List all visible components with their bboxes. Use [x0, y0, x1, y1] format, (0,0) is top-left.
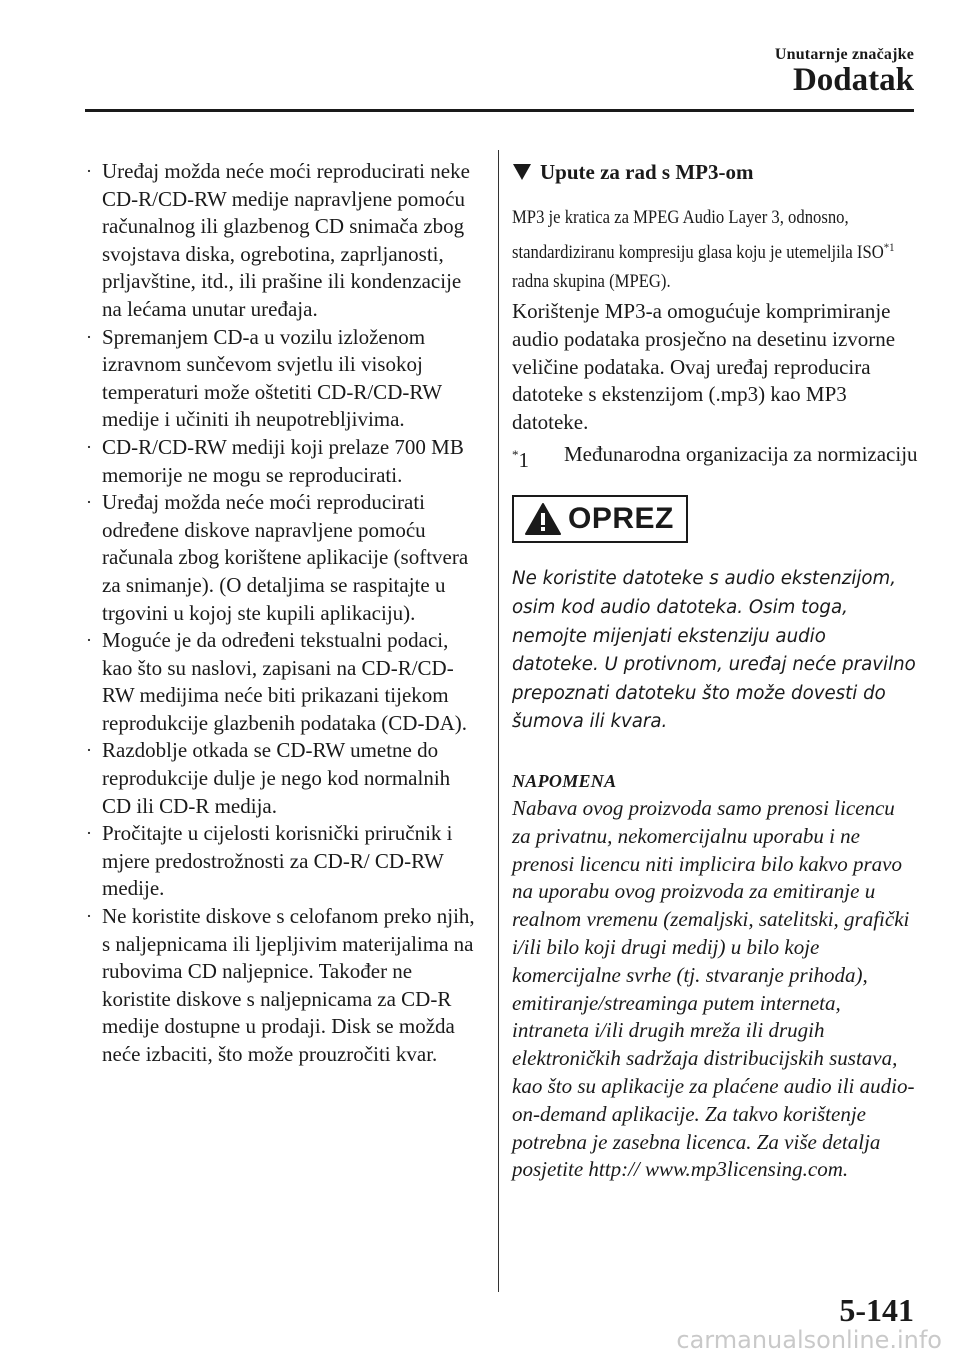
- bullet-mark: ·: [86, 161, 92, 181]
- bullet-mark: ·: [86, 436, 92, 457]
- bullet-text: Uređaj možda neće moći reproducirati određene diskove napravljene pomoću računala zbog korištene aplikacije (softvera za snimanje). (O detaljima se raspitajte u trgovini u kojoj ste kupili aplikaciju).: [102, 490, 469, 625]
- bullet-text: CD-R/CD-RW mediji koji prelaze 700 MB memorije ne mogu se reproducirati.: [102, 434, 464, 487]
- footnote-reference: *1: [883, 240, 895, 254]
- bullet-item: [85, 627, 480, 737]
- column-divider: [498, 150, 499, 1292]
- header-rule: [85, 109, 914, 112]
- bullet-mark: ·: [86, 630, 92, 651]
- bullet-item: [85, 820, 480, 903]
- left-column: [85, 158, 480, 1069]
- bullet-mark: ·: [86, 492, 92, 513]
- section-title: Upute za rad s MP3-om: [540, 160, 754, 184]
- bullet-mark: ·: [86, 906, 92, 927]
- bullet-text: Uređaj možda neće moći reproducirati neke CD-R/CD-RW medije napravljene pomoću računalnog ili glazbenog CD snimača zbog svojstava diska, ogrebotina, zaprljanosti, prljavštine, itd., ili prašine ili kondenzacije na lećama unutar uređaja.: [102, 159, 470, 321]
- triangle-down-icon: [512, 162, 532, 182]
- footnote-number: 1: [518, 447, 529, 472]
- mp3-intro-definition: [512, 204, 918, 297]
- header-title: Dodatak: [792, 62, 914, 98]
- bullet-item: [85, 903, 480, 1069]
- bullet-mark: ·: [86, 823, 92, 844]
- section-heading: [512, 158, 918, 186]
- footnote-text: Međunarodna organizacija za normizaciju: [564, 441, 918, 466]
- bullet-text: Ne koristite diskove s celofanom preko njih, s naljepnicama ili ljepljivim materijalima na rubovima CD naljepnice. Također ne koristite diskove s naljepnicama za CD-R medije dostupne u prodaji. Disk se možda neće izbaciti, što može prouzročiti kvar.: [102, 904, 475, 1066]
- intro-text-part: radna skupina (MPEG).: [512, 272, 671, 293]
- footnote: [512, 441, 918, 475]
- bullet-text: Spremanjem CD-a u vozilu izloženom izravnom sunčevom svjetlu ili visokoj temperaturi može oštetiti CD-R/CD-RW medije i učiniti ih neupotrebljivima.: [102, 324, 442, 432]
- bullet-text: Razdoblje otkada se CD-RW umetne do reprodukcije dulje je nego kod normalnih CD ili CD-R medija.: [102, 738, 451, 818]
- warning-icon: [524, 502, 562, 536]
- header-section-label: Unutarnje značajke: [774, 46, 914, 63]
- note-text: Nabava ovog proizvoda samo prenosi licencu za privatnu, nekomercijalnu uporabu i ne prenosi licencu niti implicira bilo kakvo pravo na uporabu ovog proizvoda za emitiranje u realnom vremenu (zemaljski, satelitski, grafički i/ili bilo koji drugi medij) u bilo koje komercijalne svrhe (tj. stvaranje prihoda), emitiranje/streaminga putem interneta, intraneta i/ili drugih mreža ili drugih elektroničkih sadržaja distribucijskih sustava, kao što su aplikacije za plaćene audio ili audio-on-demand aplikacije. Za takvo korištenje potrebna je zasebna licenca. Za više detalja posjetite http:// www.mp3licensing.com.: [512, 795, 915, 1182]
- caution-text: Ne koristite datoteke s audio ekstenzijom, osim kod audio datoteka. Osim toga, nemojte mijenjati ekstenziju audio datoteke. U protivnom, uređaj neće pravilno prepoznati datoteku što može dovesti do šumova ili kvara.: [512, 568, 916, 733]
- mp3-intro-description: Korištenje MP3-a omogućuje komprimiranje audio podataka prosječno na desetinu izvorne veličine podataka. Ovaj uređaj reproducira datoteke s ekstenzijom (.mp3) kao MP3 datoteke.: [512, 299, 896, 434]
- bullet-item: [85, 324, 480, 434]
- watermark: carmanualsonline.info: [676, 1326, 942, 1354]
- bullet-mark: ·: [86, 326, 92, 347]
- note-heading: NAPOMENA: [512, 770, 617, 791]
- intro-text-part: MP3 je kratica za MPEG Audio Layer 3, odnosno, standardiziranu kompresiju glasa koju je utemeljila ISO: [512, 208, 884, 264]
- bullet-item: [85, 434, 480, 489]
- right-column: [512, 158, 918, 1184]
- bullet-item: [85, 737, 480, 820]
- caution-label: OPREZ: [568, 502, 674, 536]
- bullet-item: [85, 158, 480, 324]
- bullet-text: Moguće je da određeni tekstualni podaci, kao što su naslovi, zapisani na CD-R/CD-RW medijima neće biti prikazani tijekom reprodukcije glazbenih podataka (CD-DA).: [102, 628, 468, 735]
- bullet-item: [85, 489, 480, 627]
- caution-badge: [512, 495, 688, 543]
- footnote-asterisk: *: [512, 446, 519, 462]
- bullet-mark: ·: [86, 740, 92, 761]
- footnote-mark: [512, 441, 564, 475]
- bullet-text: Pročitajte u cijelosti korisnički priručnik i mjere predostrožnosti za CD-R/ CD-RW medije.: [102, 821, 453, 901]
- page-number: 5-141: [839, 1292, 914, 1328]
